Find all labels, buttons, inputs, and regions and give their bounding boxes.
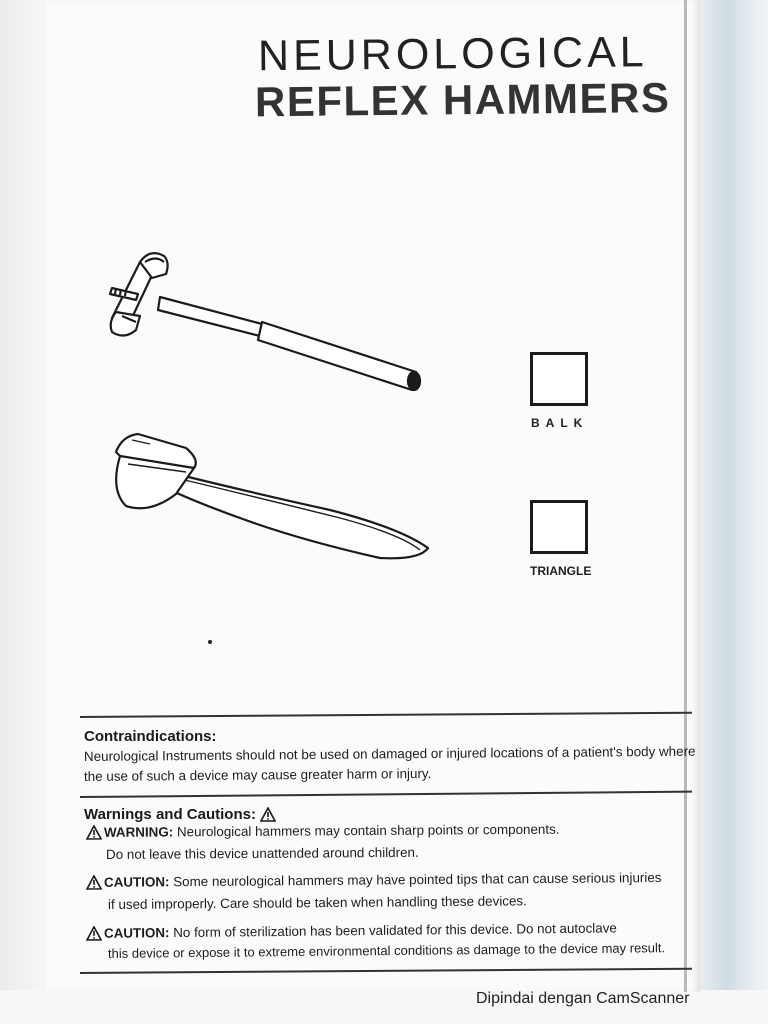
- warning-item-1-line-2: Do not leave this device unattended around children.: [105, 844, 419, 862]
- warning-item-2-text: Some neurological hammers may have pointed tips that can cause serious injuries: [173, 869, 662, 890]
- checkbox-triangle[interactable]: [530, 500, 588, 554]
- scan-speck: [208, 640, 212, 644]
- checkbox-balk[interactable]: [530, 352, 588, 406]
- title-line-2: REFLEX HAMMERS: [254, 73, 671, 126]
- warning-triangle-icon: [86, 825, 102, 840]
- warning-item-3-tag: CAUTION:: [103, 925, 170, 941]
- warning-triangle-icon: [86, 926, 102, 941]
- scanner-watermark: Dipindai dengan CamScanner: [476, 990, 690, 1007]
- warning-triangle-icon: [260, 807, 276, 822]
- contraindications-section: [84, 728, 694, 787]
- checkbox-label-triangle: TRIANGLE: [530, 564, 592, 578]
- warning-item-1-tag: WARNING:: [103, 824, 174, 840]
- title-line-1: NEUROLOGICAL: [257, 28, 648, 81]
- contraindications-line-2: the use of such a device may cause greater harm or injury.: [83, 765, 432, 784]
- warning-item-3-text: No form of sterilization has been validated for this device. Do not autoclave: [173, 920, 617, 941]
- warnings-heading-row: [84, 806, 694, 824]
- triangle-hammer-illustration: [116, 434, 428, 558]
- warning-item-3-line-2: this device or expose it to extreme environmental conditions as damage to the device may result.: [107, 940, 666, 961]
- taylor-hammer-illustration: [110, 253, 420, 390]
- warning-triangle-icon: [86, 875, 102, 890]
- checkbox-label-balk: BALK: [531, 416, 589, 430]
- warnings-heading: Warnings and Cautions:: [84, 806, 256, 823]
- warning-item-2-line-2: if used improperly. Care should be taken when handling these devices.: [107, 893, 527, 912]
- contraindications-heading: Contraindications:: [84, 728, 217, 745]
- warning-item-2-tag: CAUTION:: [103, 874, 170, 890]
- warning-item-1-text: Neurological hammers may contain sharp points or components.: [176, 821, 560, 840]
- contraindications-line-1: Neurological Instruments should not be used on damaged or injured locations of a patient's body where: [83, 743, 696, 764]
